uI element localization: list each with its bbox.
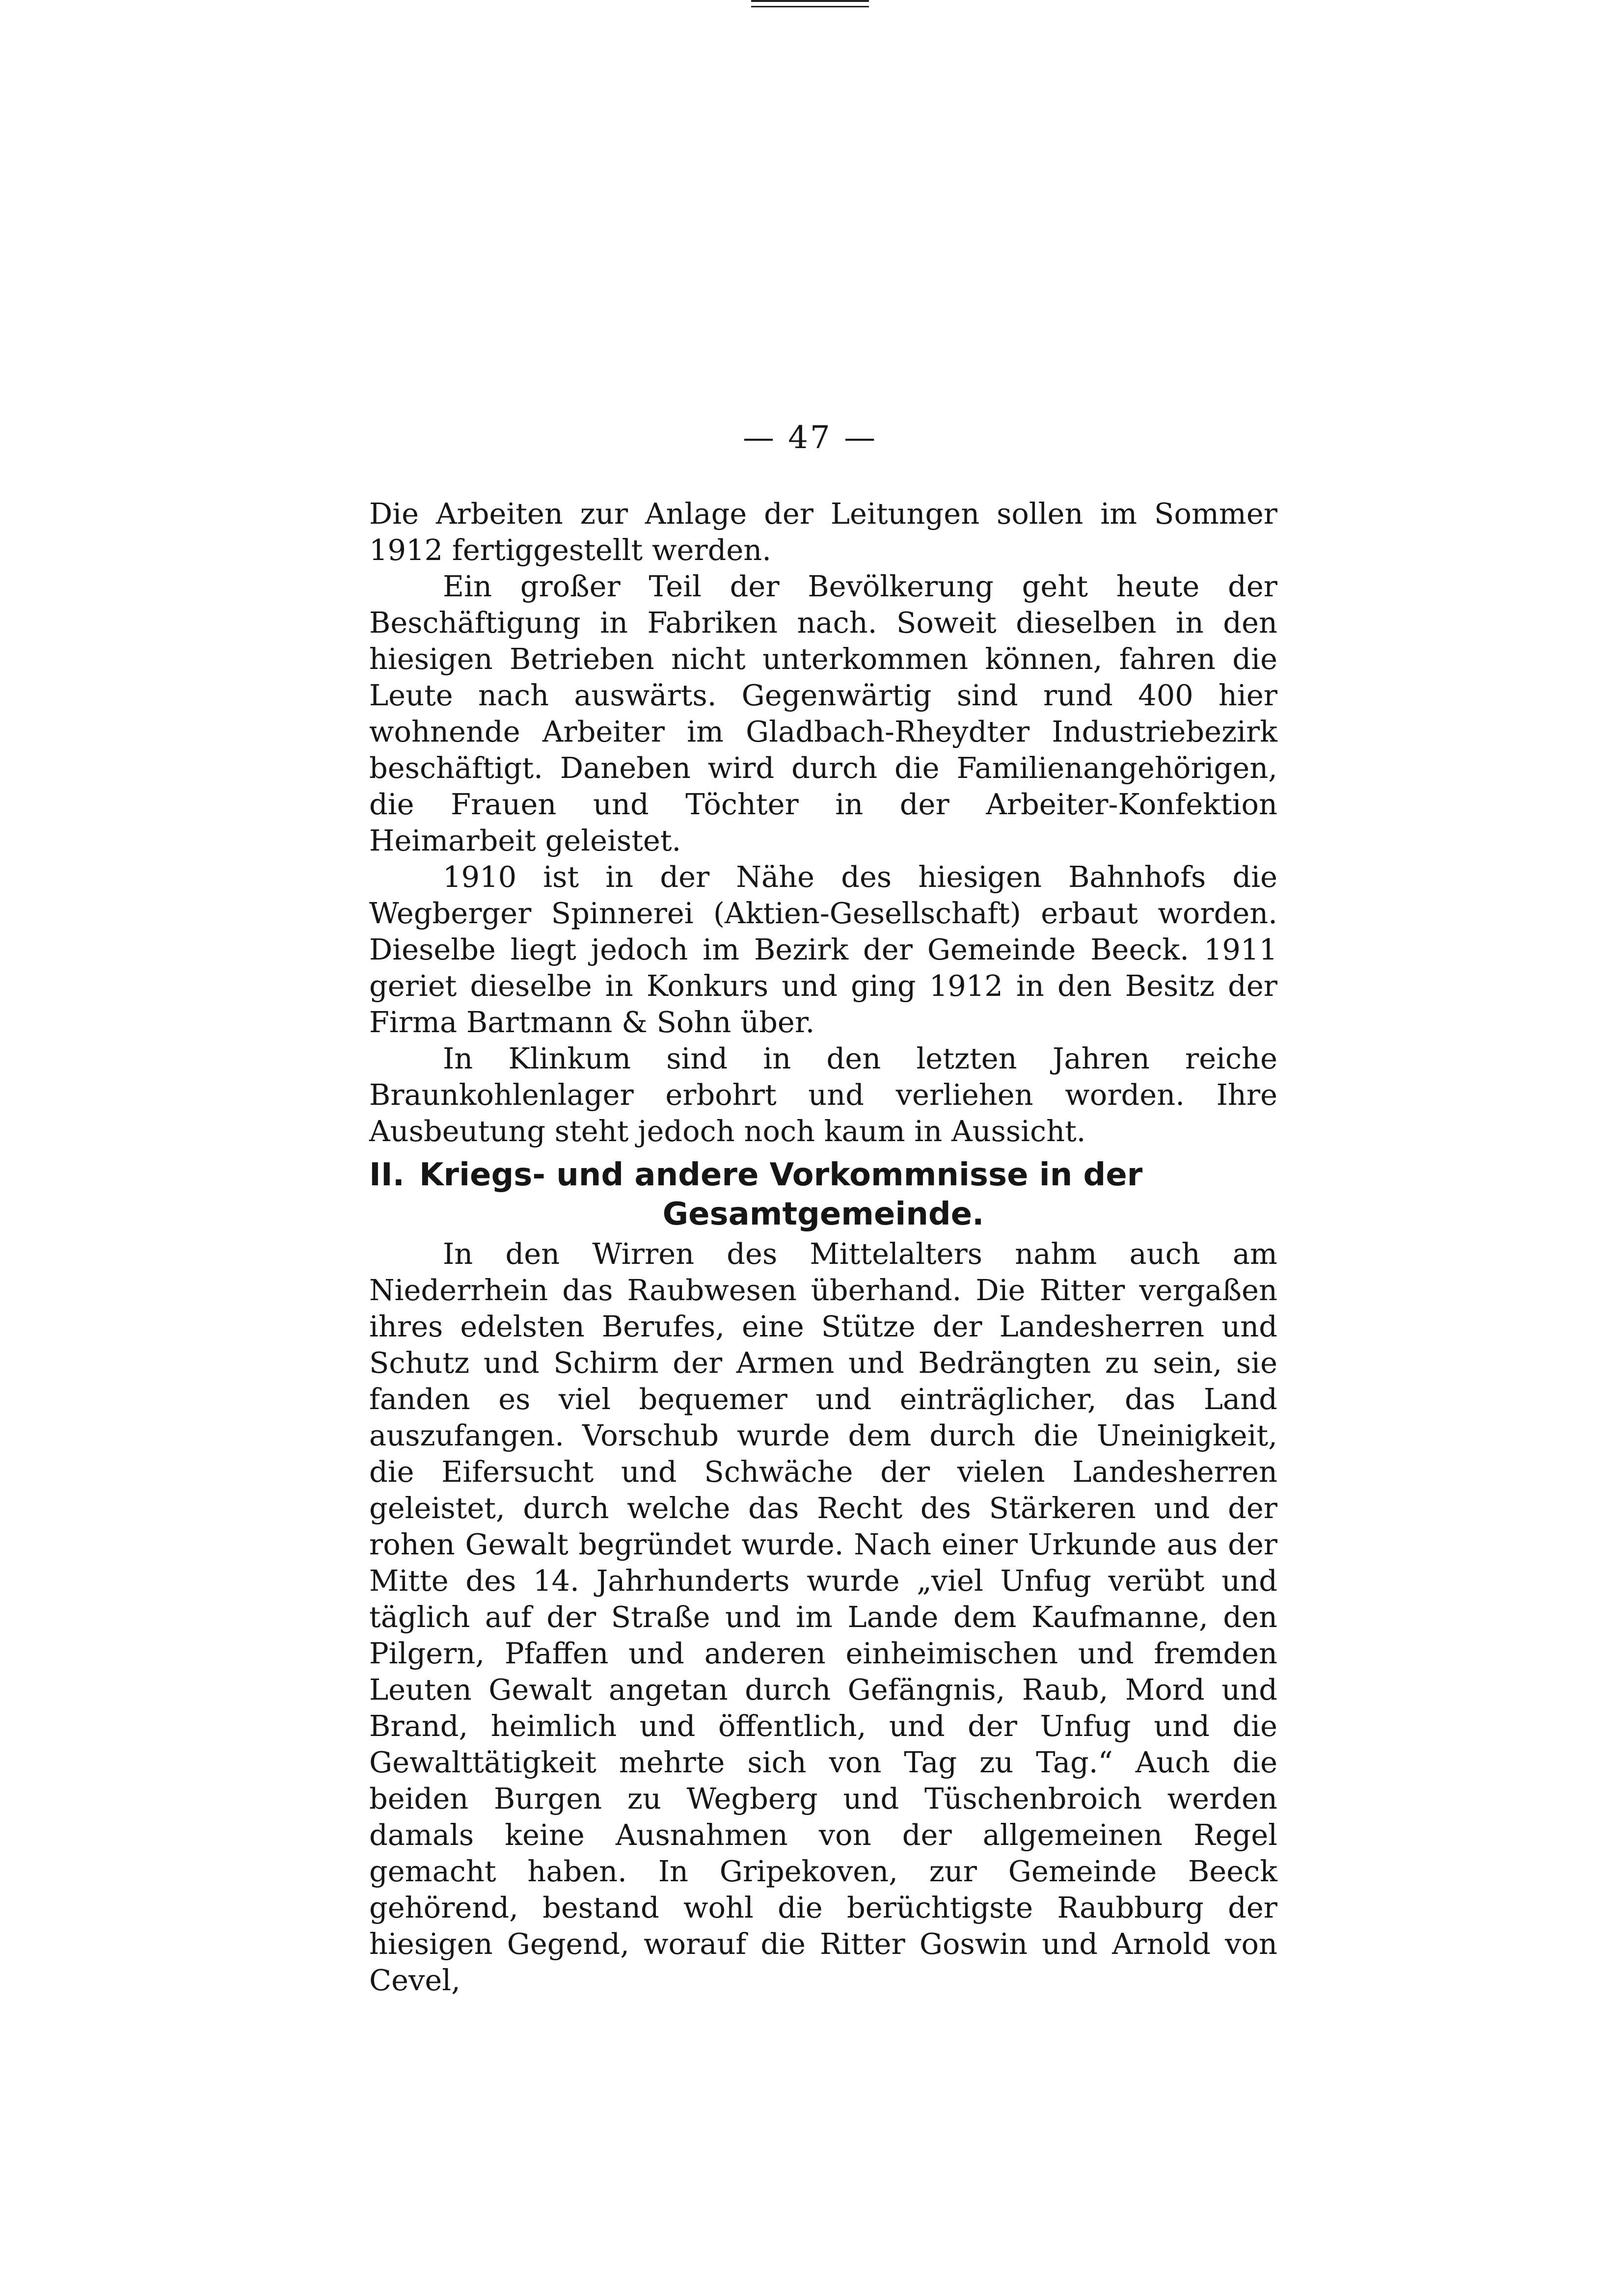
paragraph-leitungen: Die Arbeiten zur Anlage der Leitungen sollen im Sommer 1912 fertiggestellt werden. bbox=[369, 497, 1277, 567]
paragraph-beschaeftigung: Ein großer Teil der Bevölkerung geht heute der Beschäftigung in Fabriken nach. Soweit dieselben in den hiesigen Betrieben nicht unterkommen können, fahren die Leute nach auswärts. Gegenwärtig sind rund 400 hier wohnende Arbeiter im Gladbach-Rheydter Industriebezirk beschäftigt. Daneben wird durch die Familienangehörigen, die Frauen und Töchter in der Arbeiter-Konfektion Heimarbeit geleistet. bbox=[369, 569, 1277, 857]
section-heading-line-1 bbox=[369, 1155, 1277, 1195]
section-heading bbox=[369, 1155, 1277, 1234]
section-title-line-2: Gesamtgemeinde. bbox=[662, 1196, 984, 1232]
section-numeral: II. bbox=[369, 1157, 405, 1193]
paragraph-spinnerei: 1910 ist in der Nähe des hiesigen Bahnhofs die Wegberger Spinnerei (Aktien-Gesellschaft) erbaut worden. Dieselbe liegt jedoch im Bezirk der Gemeinde Beeck. 1911 geriet dieselbe in Konkurs und ging 1912 in den Besitz der Firma Bartmann & Sohn über. bbox=[369, 860, 1277, 1039]
paragraph-raubwesen: In den Wirren des Mittelalters nahm auch am Niederrhein das Raubwesen überhand. Die Ritter vergaßen ihres edelsten Berufes, eine Stütze der Landesherren und Schutz und Schirm der Armen und Bedrängten zu sein, sie fanden es viel bequemer und einträglicher, das Land auszufangen. Vorschub wurde dem durch die Uneinigkeit, die Eifersucht und Schwäche der vielen Landesherren geleistet, durch welche das Recht des Stärkeren und der rohen Gewalt begründet wurde. Nach einer Urkunde aus der Mitte des 14. Jahrhunderts wurde „viel Unfug verübt und täglich auf der Straße und im Lande dem Kaufmanne, den Pilgern, Pfaffen und anderen einheimischen und fremden Leuten Gewalt angetan durch Gefängnis, Raub, Mord und Brand, heimlich und öffentlich, und der Unfug und die Gewalttätigkeit mehrte sich von Tag zu Tag.“ Auch die beiden Burgen zu Wegberg und Tüschenbroich werden damals keine Ausnahmen von der allgemeinen Regel gemacht haben. In Gripekoven, zur Gemeinde Beeck gehörend, bestand wohl die berüchtigste Raubburg der hiesigen Gegend, worauf die Ritter Goswin und Arnold von Cevel, bbox=[369, 1237, 1277, 1997]
page-body bbox=[369, 496, 1277, 1999]
page-number: — 47 — bbox=[742, 420, 878, 456]
top-edge-mark bbox=[751, 0, 869, 7]
section-title-line-1: Kriegs- und andere Vorkommnisse in der bbox=[419, 1157, 1143, 1193]
paragraph-braunkohlen: In Klinkum sind in den letzten Jahren reiche Braunkohlenlager erbohrt und verliehen worden. Ihre Ausbeutung steht jedoch noch kaum in Aussicht. bbox=[369, 1041, 1277, 1148]
